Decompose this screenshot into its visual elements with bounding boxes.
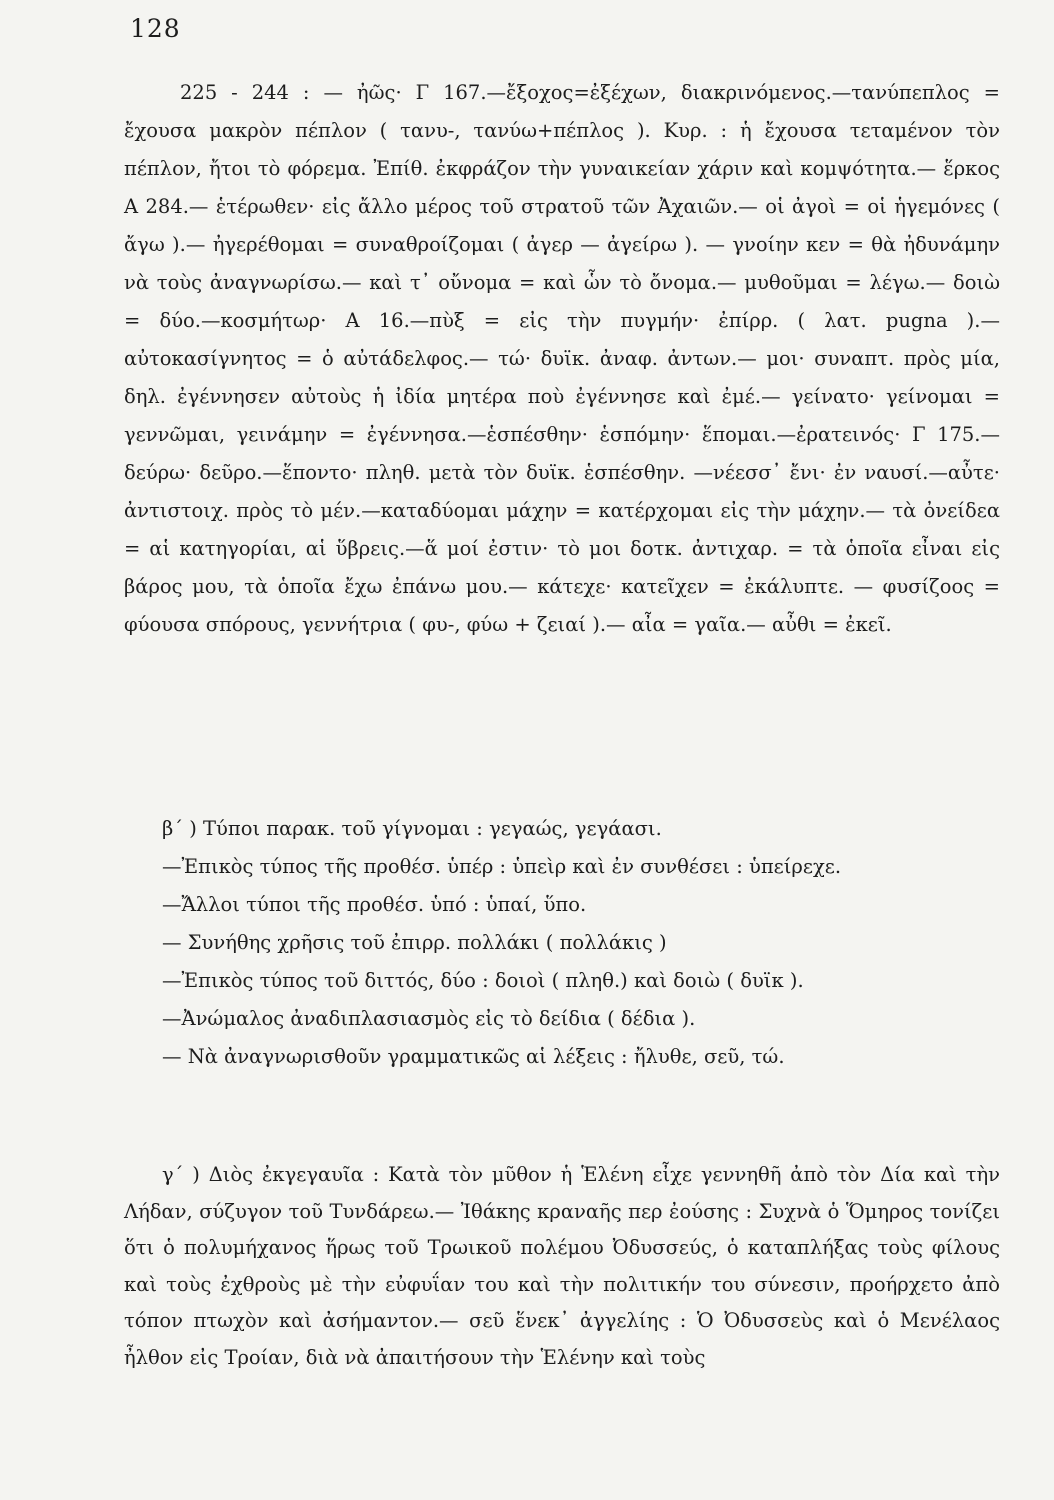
grammar-note: —Ἄλλοι τύποι τῆς προθέσ. ὑπό : ὑπαί, ὕπο. <box>162 893 587 916</box>
grammar-notes-section-b <box>124 810 1000 1076</box>
commentary-section-c <box>124 1157 1000 1376</box>
grammar-note: β΄ ) Τύποι παρακ. τοῦ γίγνομαι : γεγαώς, γεγάασι. <box>162 817 662 840</box>
page-number: 128 <box>130 14 181 43</box>
grammar-note: — Νὰ ἀναγνωρισθοῦν γραμματικῶς αἱ λέξεις : ἤλυθε, σεῦ, τώ. <box>162 1045 785 1068</box>
commentary-paragraph: 225 - 244 : — ἠῶς· Γ 167.—ἔξοχος=ἐξέχων, διακρινόμενος.—τανύπεπλος = ἔχουσα μακρὸν πέπλον ( τανυ-, τανύω+πέπλος ). Κυρ. : ἡ ἔχουσα τεταμένον τὸν πέπλον, ἤτοι τὸ φόρεμα. Ἐπίθ. ἐκφράζον τὴν γυναικείαν χάριν καὶ κομψότητα.— ἕρκος Α 284.— ἑτέρωθεν· εἰς ἄλλο μέρος τοῦ στρατοῦ τῶν Ἀχαιῶν.— οἱ ἀγοὶ = οἱ ἡγεμόνες ( ἄγω ).— ἠγερέθομαι = συναθροίζομαι ( ἀγερ — ἀγείρω ). — γνοίην κεν = θὰ ἠδυνάμην νὰ τοὺς ἀναγνωρίσω.— καὶ τ᾽ οὔνομα = καὶ ὧν τὸ ὄνομα.— μυθοῦμαι = λέγω.— δοιὼ = δύο.—κοσμήτωρ· Α 16.—πὺξ = εἰς τὴν πυγμήν· ἐπίρρ. ( λατ. pugna ).— αὐτοκασίγνητος = ὁ αὐτάδελφος.— τώ· δυϊκ. ἀναφ. ἀντων.— μοι· συναπτ. πρὸς μία, δηλ. ἐγέννησεν αὐτοὺς ἡ ἰδία μητέρα ποὺ ἐγέννησε καὶ ἐμέ.— γείνατο· γείνομαι = γεννῶμαι, γεινάμην = ἐγέννησα.—ἑσπέσθην· ἑσπόμην· ἕπομαι.—ἐρατεινός· Γ 175.—δεύρω· δεῦρο.—ἕποντο· πληθ. μετὰ τὸν δυϊκ. ἑσπέσθην. —νέεσσ᾽ ἔνι· ἐν ναυσί.—αὖτε· ἀντιστοιχ. πρὸς τὸ μέν.—καταδύομαι μάχην = κατέρχομαι εἰς τὴν μάχην.— τὰ ὀνείδεα = αἱ κατηγορίαι, αἱ ὕβρεις.—ἅ μοί ἐστιν· τὸ μοι δοτκ. ἀντιχαρ. = τὰ ὁποῖα εἶναι εἰς βάρος μου, τὰ ὁποῖα ἔχω ἐπάνω μου.— κάτεχε· κατεῖχεν = ἐκάλυπτε. — φυσίζοος = φύουσα σπόρους, γεννήτρια ( φυ-, φύω + ζειαί ).— αἶα = γαῖα.— αὖθι = ἐκεῖ. <box>124 81 1000 636</box>
commentary-section-a <box>124 74 1000 644</box>
grammar-note: —Ἐπικὸς τύπος τοῦ διττός, δύο : δοιοὶ ( πληθ.) καὶ δοιὼ ( δυϊκ ). <box>162 969 804 992</box>
grammar-note: — Συνήθης χρῆσις τοῦ ἐπιρρ. πολλάκι ( πολλάκις ) <box>162 931 667 954</box>
commentary-paragraph: γ΄ ) Διὸς ἐκγεγαυῖα : Κατὰ τὸν μῦθον ἡ Ἑλένη εἶχε γεννηθῆ ἀπὸ τὸν Δία καὶ τὴν Λήδαν, σύζυγον τοῦ Τυνδάρεω.— Ἰθάκης κραναῆς περ ἐούσης : Συχνὰ ὁ Ὅμηρος τονίζει ὅτι ὁ πολυμήχανος ἥρως τοῦ Τρωικοῦ πολέμου Ὀδυσσεύς, ὁ καταπλήξας τοὺς φίλους καὶ τοὺς ἐχθροὺς μὲ τὴν εὐφυΐαν του καὶ τὴν πολιτικήν του σύνεσιν, προήρχετο ἀπὸ τόπον πτωχὸν καὶ ἀσήμαντον.— σεῦ ἕνεκ᾽ ἀγγελίης : Ὁ Ὀδυσσεὺς καὶ ὁ Μενέλαος ἦλθον εἰς Τροίαν, διὰ νὰ ἀπαιτήσουν τὴν Ἑλένην καὶ τοὺς <box>124 1163 1000 1369</box>
grammar-note: —Ἐπικὸς τύπος τῆς προθέσ. ὑπέρ : ὑπεὶρ καὶ ἐν συνθέσει : ὑπείρεχε. <box>162 855 842 878</box>
grammar-note: —Ἀνώμαλος ἀναδιπλασιασμὸς εἰς τὸ δείδια ( δέδια ). <box>162 1007 696 1030</box>
